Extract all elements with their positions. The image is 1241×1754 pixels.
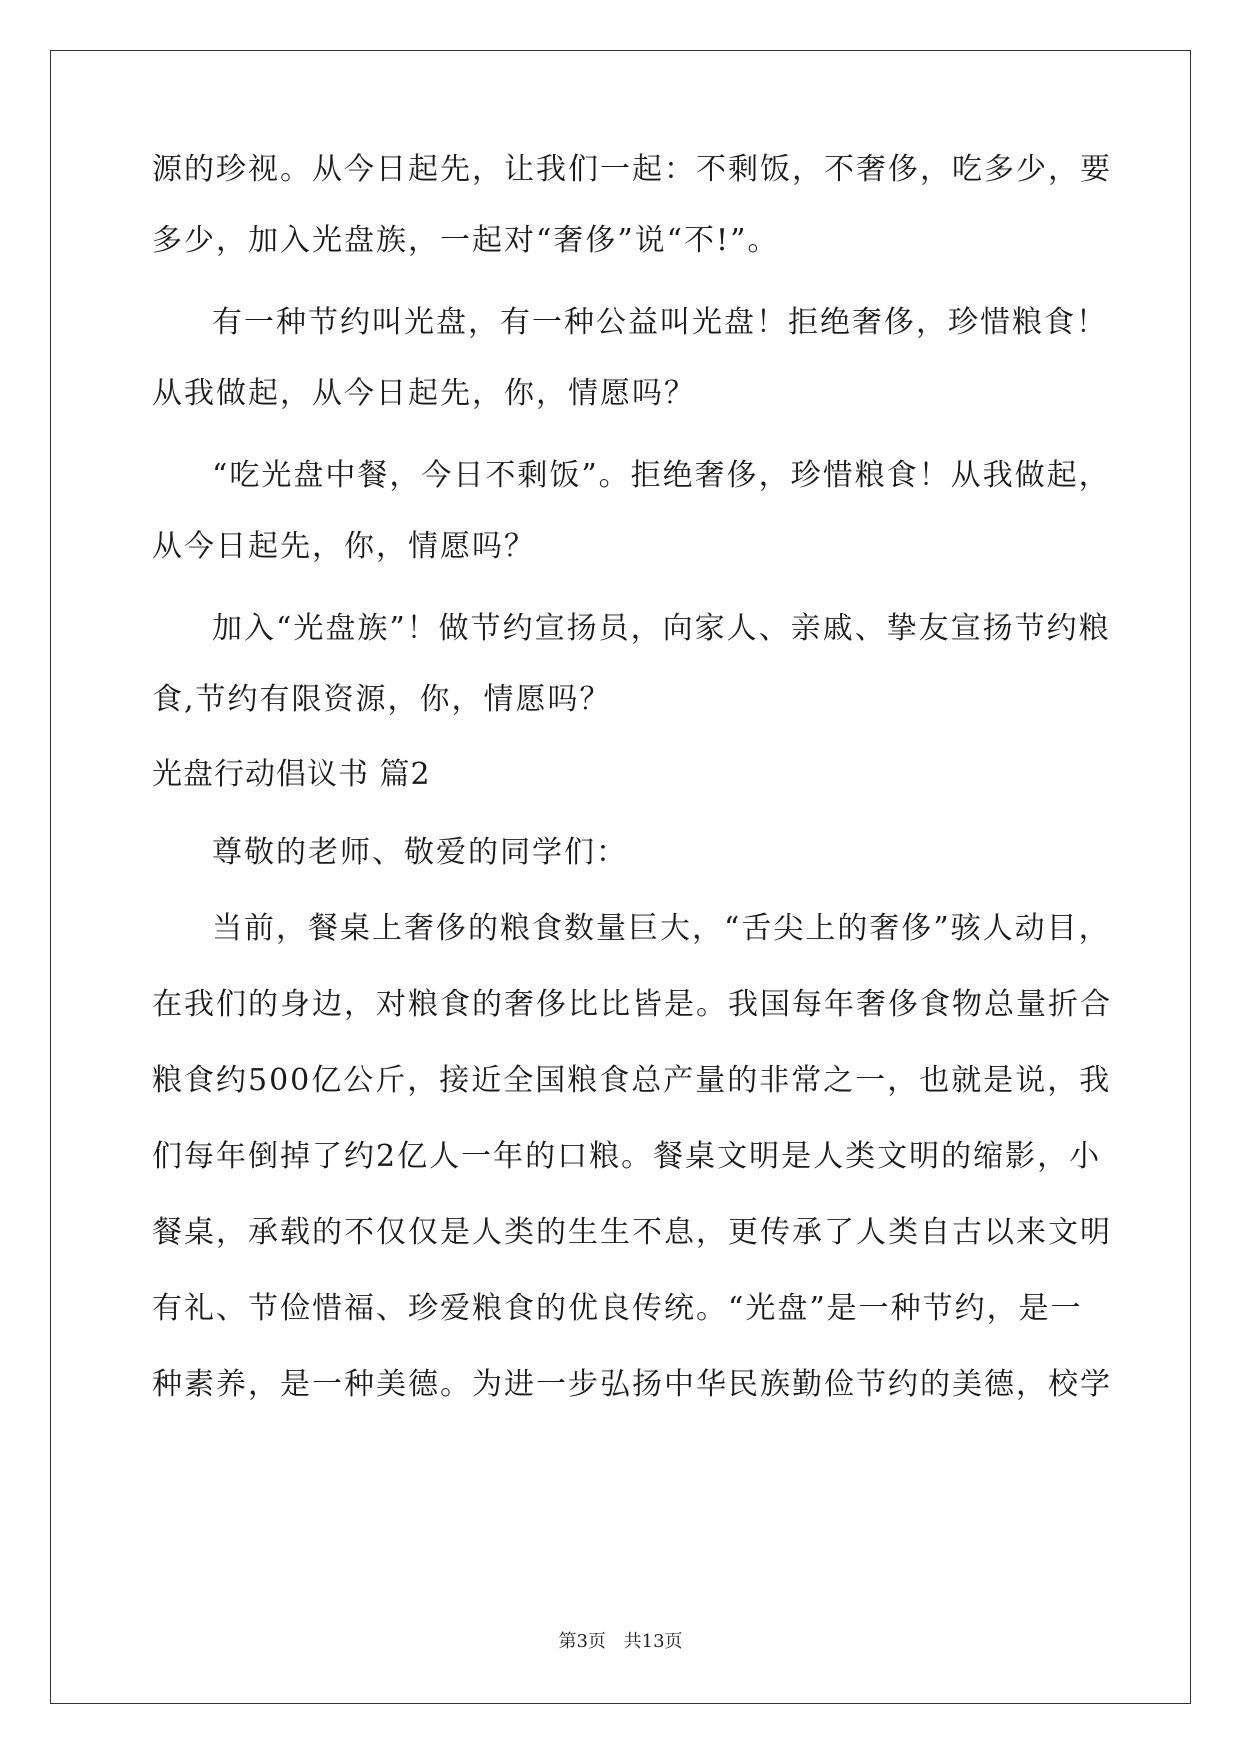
body-line-7: 加入“光盘族”！做节约宣扬员，向家人、亲戚、挚友宣扬节约粮 [212, 611, 1111, 646]
body-line-13: 粮食约500亿公斤，接近全国粮食总产量的非常之一，也就是说，我 [152, 1063, 1112, 1098]
body-line-2: 多少，加入光盘族，一起对“奢侈”说“不!”。 [152, 223, 780, 258]
body-line-15: 餐桌，承载的不仅仅是人类的生生不息，更传承了人类自古以来文明 [152, 1215, 1112, 1250]
body-line-17: 种素养，是一种美德。为进一步弘扬中华民族勤俭节约的美德，校学 [152, 1367, 1112, 1402]
body-line-14: 们每年倒掉了约2亿人一年的口粮。餐桌文明是人类文明的缩影，小 [152, 1139, 1102, 1174]
page-total: 共13页 [623, 1631, 683, 1652]
page-number: 第3页 [558, 1631, 606, 1652]
body-line-6: 从今日起先，你，情愿吗？ [152, 529, 536, 564]
section-heading: 光盘行动倡议书 篇2 [152, 757, 431, 792]
body-line-8: 食,节约有限资源，你，情愿吗？ [152, 682, 612, 717]
salutation: 尊敬的老师、敬爱的同学们： [212, 835, 628, 870]
body-line-1: 源的珍视。从今日起先，让我们一起：不剩饭，不奢侈，吃多少，要 [152, 152, 1112, 187]
page-border [50, 50, 1191, 1704]
body-line-11: 当前，餐桌上奢侈的粮食数量巨大，“舌尖上的奢侈”骇人动目， [212, 911, 1111, 946]
body-line-16: 有礼、节俭惜福、珍爱粮食的优良传统。“光盘”是一种节约，是一 [152, 1291, 1083, 1326]
body-line-4: 从我做起，从今日起先，你，情愿吗？ [152, 376, 696, 411]
body-line-3: 有一种节约叫光盘，有一种公益叫光盘！拒绝奢侈，珍惜粮食！ [212, 305, 1108, 340]
page-footer [0, 1630, 1241, 1654]
body-line-5: “吃光盘中餐，今日不剩饭”。拒绝奢侈，珍惜粮食！从我做起， [212, 458, 1111, 493]
body-line-12: 在我们的身边，对粮食的奢侈比比皆是。我国每年奢侈食物总量折合 [152, 987, 1112, 1022]
